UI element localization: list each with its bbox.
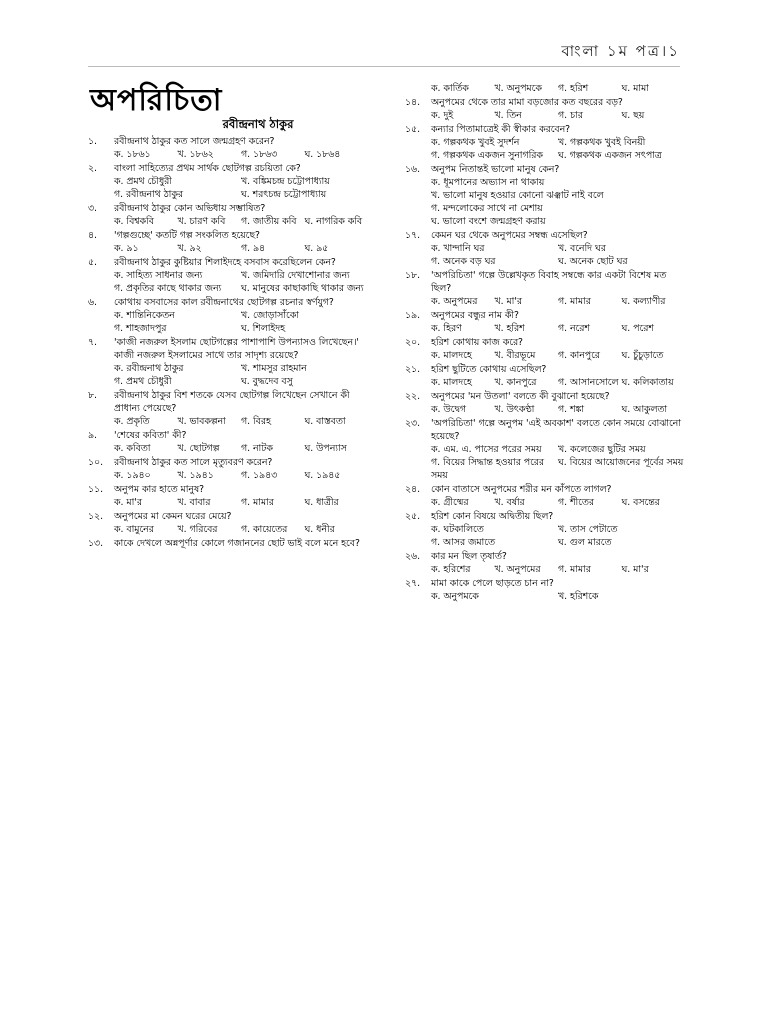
question-item xyxy=(88,510,368,536)
option-item: ক. প্রমথ চৌধুরী xyxy=(114,176,172,187)
question-item xyxy=(405,510,685,549)
options-group xyxy=(405,176,685,228)
option-item: খ. অনুপমকে xyxy=(494,83,542,94)
option-item: গ. মামার xyxy=(241,497,274,508)
question-item xyxy=(88,229,368,255)
question-number: ২৬. xyxy=(405,551,421,562)
option-item: খ. চারণ কবি xyxy=(177,216,226,227)
question-row xyxy=(405,577,685,590)
question-row xyxy=(405,229,685,242)
question-item xyxy=(88,537,368,550)
question-text: 'অপরিচিতা' গল্পে অনুপম 'এই অবকাশ' বলতে কোন সময়ে বোঝানো হয়েছে? xyxy=(431,418,681,442)
options-group xyxy=(405,136,685,162)
header-book-title: বাংলা ১ম পত্র।১ xyxy=(561,42,680,60)
question-text: হরিশ ছুটিতে কোথায় এসেছিল? xyxy=(431,364,547,375)
options-group xyxy=(405,523,685,549)
question-item xyxy=(405,82,685,95)
question-number: ৩. xyxy=(88,203,97,214)
question-item xyxy=(88,456,368,482)
option-item: ক. গল্পকথক খুবই সুদর্শন xyxy=(431,137,520,148)
option-item: ক. মা'র xyxy=(114,497,142,508)
options-group xyxy=(405,403,685,416)
options-group xyxy=(405,563,685,576)
options-group xyxy=(405,82,685,95)
question-row xyxy=(405,96,685,109)
option-item: ঘ. চুঁচুড়াতে xyxy=(621,350,664,361)
option-item: ক. রবীন্দ্রনাথ ঠাকুর xyxy=(114,363,184,374)
question-item xyxy=(405,417,685,482)
option-item: গ. প্রকৃতির কাছে থাকার জন্য xyxy=(114,283,222,294)
options-group xyxy=(88,523,368,536)
option-item: গ. শাহজাদপুর xyxy=(114,323,167,334)
question-row xyxy=(88,389,368,415)
question-item xyxy=(88,296,368,335)
option-item: ঘ. মা'র xyxy=(621,564,649,575)
option-item: গ. নরেশ xyxy=(558,323,590,334)
option-item: খ. কানপুরে xyxy=(494,377,537,388)
question-text: রবীন্দ্রনাথ ঠাকুর বিশ শতকে যেসব ছোটগল্প লিখেছেন সেখানে কী প্রাধান্য পেয়েছে? xyxy=(114,390,350,414)
page-header xyxy=(0,0,768,70)
options-group xyxy=(88,496,368,509)
options-group xyxy=(405,322,685,335)
question-text: রবীন্দ্রনাথ ঠাকুর কোন অভিধায় সম্ভাষিত? xyxy=(114,203,266,214)
option-item: ঘ. বিয়ের আয়োজনের পূর্বের সময় xyxy=(558,457,684,468)
question-number: ২৭. xyxy=(405,578,421,589)
option-item: খ. জমিদারি দেখাশোনার জন্য xyxy=(241,270,350,281)
option-item: গ. আসানসোলে xyxy=(558,377,619,388)
question-row xyxy=(405,550,685,563)
question-item xyxy=(405,577,685,603)
question-number: ২৩. xyxy=(405,418,421,429)
option-item: ঘ. ১৯৪৫ xyxy=(304,470,341,481)
option-item: ঘ. বসন্তের xyxy=(621,497,660,508)
option-item: গ. মামার xyxy=(558,296,591,307)
option-item: গ. মামার xyxy=(558,564,591,575)
options-group xyxy=(88,309,368,335)
option-item: ঘ. কল্যাণীর xyxy=(621,296,666,307)
question-item xyxy=(405,550,685,576)
option-item: ঘ. বুদ্ধদেব বসু xyxy=(241,376,293,387)
option-item: খ. শামসুর রাহমান xyxy=(241,363,307,374)
option-item: খ. জোড়াসাঁকো xyxy=(241,310,299,321)
question-number: ৯. xyxy=(88,430,97,441)
question-number: ১. xyxy=(88,136,97,147)
option-item: ক. ঘটকালিতে xyxy=(431,524,484,535)
question-item xyxy=(405,123,685,162)
question-text: কন্যার পিতামাত্রেই কী স্বীকার করবেন? xyxy=(431,124,571,135)
question-text: হরিশ কোন বিষয়ে অদ্বিতীয় ছিল? xyxy=(431,511,554,522)
question-item xyxy=(405,363,685,389)
option-item: ক. সাহিত্য সাধনার জন্য xyxy=(114,270,203,281)
option-item: খ. বর্ষার xyxy=(494,497,525,508)
option-item: গ. চার xyxy=(558,110,583,121)
options-group xyxy=(88,362,368,388)
option-item: ক. হিরণ xyxy=(431,323,462,334)
question-row xyxy=(405,336,685,349)
question-text: কোন বাতাসে অনুপমের শরীর মন কাঁপতে লাগল? xyxy=(431,484,612,495)
question-row xyxy=(88,336,368,362)
question-row xyxy=(88,483,368,496)
option-item: ঘ. শরৎচন্দ্র চট্টোপাধ্যায় xyxy=(241,189,327,200)
left-column xyxy=(88,82,368,551)
option-item: গ. জাতীয় কবি xyxy=(241,216,297,227)
option-item: খ. হরিশকে xyxy=(558,591,599,602)
option-item: খ. গরিবের xyxy=(177,524,218,535)
option-item: ঘ. ধনীর xyxy=(304,524,335,535)
option-item: খ. হরিশ xyxy=(494,323,525,334)
question-number: ১৭. xyxy=(405,230,421,241)
option-item: গ. শীতের xyxy=(558,497,594,508)
question-text: অনুপম কার হাতে মানুষ? xyxy=(114,484,205,495)
options-group xyxy=(88,415,368,428)
question-row xyxy=(88,429,368,442)
option-item: ঘ. মানুষের কাছাকাছি থাকার জন্য xyxy=(241,283,364,294)
option-item: ক. কবিতা xyxy=(114,443,151,454)
option-item: ঘ. গল্পকথক একজন সৎপাত্র xyxy=(558,150,662,161)
option-item: ঘ. ১৮৬৪ xyxy=(304,149,341,160)
question-number: ২১. xyxy=(405,364,421,375)
options-group xyxy=(405,376,685,389)
question-row xyxy=(88,256,368,269)
options-group xyxy=(88,148,368,161)
option-item: ঘ. কলিকাতায় xyxy=(621,377,674,388)
question-number: ১৯. xyxy=(405,310,421,321)
question-item xyxy=(405,96,685,122)
question-row xyxy=(88,510,368,523)
option-item: ক. অনুপমের xyxy=(431,296,478,307)
options-group xyxy=(405,109,685,122)
option-item: খ. ছোটগল্প xyxy=(177,443,220,454)
question-number: ৬. xyxy=(88,297,97,308)
question-text: অনুপমের 'মন উতলা' বলতে কী বুঝানো হয়েছে? xyxy=(431,391,610,402)
question-text: মামা কাকে পেলে ছাড়তে চান না? xyxy=(431,578,554,589)
question-text: রবীন্দ্রনাথ ঠাকুর কত সালে মৃত্যুবরণ করেন? xyxy=(114,457,273,468)
left-question-list xyxy=(88,135,368,550)
question-item xyxy=(88,389,368,428)
question-number: ১২. xyxy=(88,511,104,522)
option-item: খ. বনেদি ঘর xyxy=(558,243,606,254)
question-text: কোথায় বসবাসের কাল রবীন্দ্রনাথের ছোটগল্প রচনার স্বর্ণযুগ? xyxy=(114,297,334,308)
header-divider xyxy=(88,66,680,67)
option-item: খ. ভালো মানুষ হওয়ার কোনো ঝঞ্ঝাট নাই বলে xyxy=(431,190,604,201)
question-number: ২২. xyxy=(405,391,421,402)
question-number: ৮. xyxy=(88,390,97,401)
question-row xyxy=(405,363,685,376)
question-item xyxy=(405,163,685,228)
question-number: ২৪. xyxy=(405,484,421,495)
question-number: ১৬. xyxy=(405,164,421,175)
right-column xyxy=(405,82,685,604)
question-number: ১৩. xyxy=(88,538,104,549)
option-item: গ. নাটক xyxy=(241,443,273,454)
option-item: ক. ৯১ xyxy=(114,243,139,254)
question-number: ৭. xyxy=(88,337,97,348)
option-item: ঘ. উপন্যাস xyxy=(304,443,347,454)
option-item: ক. বিশ্বকবি xyxy=(114,216,154,227)
option-item: ক. অনুপমকে xyxy=(431,591,479,602)
question-text: অনুপম নিতান্তই ভালো মানুষ কেন? xyxy=(431,164,560,175)
chapter-title: অপরিচিতা xyxy=(90,83,223,118)
option-item: ঘ. বাস্তবতা xyxy=(304,416,346,427)
question-row xyxy=(405,390,685,403)
options-group xyxy=(405,496,685,509)
options-group xyxy=(88,175,368,201)
option-item: ঘ. পরেশ xyxy=(621,323,654,334)
option-item: ঘ. মামা xyxy=(621,83,649,94)
question-row xyxy=(405,510,685,523)
option-item: খ. অনুপমের xyxy=(494,564,541,575)
option-item: ক. গ্রীষ্মের xyxy=(431,497,469,508)
question-row xyxy=(88,296,368,309)
question-number: ৫. xyxy=(88,257,97,268)
question-text: বাংলা সাহিত্যের প্রথম সার্থক ছোটগল্প রচয়িতা কে? xyxy=(114,163,301,174)
option-item: খ. ১৮৬২ xyxy=(177,149,214,160)
option-item: ক. এম. এ. পাসের পরের সময় xyxy=(431,444,542,455)
question-row xyxy=(88,135,368,148)
option-item: খ. ১৯৪১ xyxy=(177,470,214,481)
question-number: ২০. xyxy=(405,337,421,348)
option-item: গ. মন্দলোকের সাথে না মেশায় xyxy=(431,203,543,214)
question-row xyxy=(405,309,685,322)
options-group xyxy=(88,442,368,455)
option-item: খ. ৯২ xyxy=(177,243,202,254)
option-item: ক. বামুনের xyxy=(114,524,154,535)
question-item xyxy=(88,256,368,295)
right-question-list xyxy=(405,82,685,603)
question-row xyxy=(405,483,685,496)
option-item: গ. অনেক বড় ঘর xyxy=(431,256,496,267)
question-number: ২৫. xyxy=(405,511,421,522)
option-item: গ. রবীন্দ্রনাথ ঠাকুর xyxy=(114,189,183,200)
option-item: ঘ. শিলাইদহ xyxy=(241,323,286,334)
options-group xyxy=(88,242,368,255)
options-group xyxy=(88,269,368,295)
option-item: ক. খান্দানি ঘর xyxy=(431,243,485,254)
option-item: ক. প্রকৃতি xyxy=(114,416,150,427)
question-row xyxy=(88,202,368,215)
option-item: খ. বাবার xyxy=(177,497,211,508)
question-item xyxy=(405,336,685,362)
question-item xyxy=(405,229,685,268)
option-item: ক. উদ্বেগ xyxy=(431,404,467,415)
option-item: গ. গল্পকথক একজন সুনাগরিক xyxy=(431,150,543,161)
option-item: গ. আসর জমাতে xyxy=(431,537,495,548)
option-item: গ. ১৯৪৩ xyxy=(241,470,278,481)
question-text: 'শেষের কবিতা' কী? xyxy=(114,430,187,441)
option-item: খ. তাস পেটাতে xyxy=(558,524,618,535)
option-item: গ. কায়েতের xyxy=(241,524,288,535)
option-item: গ. প্রমথ চৌধুরী xyxy=(114,376,172,387)
option-item: ক. মালদহে xyxy=(431,350,472,361)
question-item xyxy=(405,483,685,509)
question-row xyxy=(405,163,685,176)
question-text: কাকে দেখলে অন্নপূর্ণার কোলে গজাননের ছোট ভাই বলে মনে হবে? xyxy=(114,538,360,549)
option-item: খ. উৎকণ্ঠা xyxy=(494,404,535,415)
option-item: ক. ১৯৪০ xyxy=(114,470,151,481)
option-item: ঘ. আকুলতা xyxy=(621,404,668,415)
question-number: ২. xyxy=(88,163,97,174)
option-item: ঘ. ধাত্রীর xyxy=(304,497,339,508)
question-item xyxy=(88,336,368,388)
options-group xyxy=(405,242,685,268)
options-group xyxy=(88,215,368,228)
question-number: ১৫. xyxy=(405,124,421,135)
options-group xyxy=(405,349,685,362)
option-item: খ. তিন xyxy=(494,110,522,121)
question-text: কেমন ঘর থেকে অনুপমের সম্বন্ধ এসেছিল? xyxy=(431,230,588,241)
option-item: গ. শঙ্কা xyxy=(558,404,585,415)
question-row xyxy=(88,162,368,175)
question-number: ১০. xyxy=(88,457,104,468)
option-item: গ. ৯৪ xyxy=(241,243,266,254)
option-item: খ. গল্পকথক খুবই বিনয়ী xyxy=(558,137,646,148)
question-text: রবীন্দ্রনাথ ঠাকুর কত সালে জন্মগ্রহণ করেন? xyxy=(114,136,275,147)
question-row xyxy=(88,456,368,469)
question-text: 'অপরিচিতা' গল্পে উল্লেখকৃত বিবাহ সম্বন্ধে কার একটা বিশেষ মত ছিল? xyxy=(431,270,667,294)
question-text: অনুপমের মা কেমন ঘরের মেয়ে? xyxy=(114,511,232,522)
question-item xyxy=(405,309,685,335)
question-item xyxy=(88,202,368,228)
option-item: ঘ. ছয় xyxy=(621,110,645,121)
question-text: হরিশ কোথায় কাজ করে? xyxy=(431,337,523,348)
option-item: ক. মালদহে xyxy=(431,377,472,388)
option-item: ঘ. ভালো বংশে জন্মগ্রহণ করায় xyxy=(431,216,546,227)
option-item: গ. বিরহ xyxy=(241,416,271,427)
option-item: ক. শান্তিনিকেতন xyxy=(114,310,175,321)
option-item: খ. মা'র xyxy=(494,296,523,307)
question-row xyxy=(88,229,368,242)
question-text: কার মন ছিল তৃষার্ত? xyxy=(431,551,507,562)
options-group xyxy=(405,443,685,482)
option-item: ক. ১৮৬১ xyxy=(114,149,151,160)
question-row xyxy=(88,537,368,550)
option-item: ক. ধূমপানের অভ্যাস না থাকায় xyxy=(431,177,545,188)
question-row xyxy=(405,417,685,443)
question-number: ৪. xyxy=(88,230,97,241)
question-item xyxy=(88,162,368,201)
question-item xyxy=(405,390,685,416)
option-item: গ. কানপুরে xyxy=(558,350,600,361)
option-item: গ. বিয়ের সিদ্ধান্ত হওয়ার পরের সময় xyxy=(431,457,545,481)
author-name: রবীন্দ্রনাথ ঠাকুর xyxy=(222,117,294,131)
option-item: খ. বঙ্কিমচন্দ্র চট্টোপাধ্যায় xyxy=(241,176,330,187)
question-text: অনুপমের থেকে তার মামা বড়জোর কত বছরের বড়? xyxy=(431,97,623,108)
option-item: ঘ. অনেক ছোট ঘর xyxy=(558,256,628,267)
question-item xyxy=(88,429,368,455)
question-item xyxy=(88,483,368,509)
options-group xyxy=(405,590,685,603)
question-number: ১৪. xyxy=(405,97,421,108)
option-item: ঘ. নাগরিক কবি xyxy=(304,216,363,227)
question-row xyxy=(405,269,685,295)
question-text: রবীন্দ্রনাথ ঠাকুর কুষ্টিয়ার শিলাইদহে বসবাস করেছিলেন কেন? xyxy=(114,257,336,268)
question-number: ১৮. xyxy=(405,270,421,281)
question-row xyxy=(405,123,685,136)
option-item: ক. হরিশের xyxy=(431,564,471,575)
option-item: খ. ভাবকল্পনা xyxy=(177,416,226,427)
option-item: খ. বীরভূমে xyxy=(494,350,536,361)
option-item: গ. ১৮৬৩ xyxy=(241,149,278,160)
question-item xyxy=(88,135,368,161)
option-item: খ. কলেজের ছুটির সময় xyxy=(558,444,646,455)
question-text: 'গল্পগুচ্ছে' কতটি গল্প সংকলিত হয়েছে? xyxy=(114,230,260,241)
options-group xyxy=(405,295,685,308)
options-group xyxy=(88,469,368,482)
question-number: ১১. xyxy=(88,484,104,495)
option-item: ঘ. গুল মারতে xyxy=(558,537,612,548)
option-item: ক. কার্তিক xyxy=(431,83,469,94)
option-item: ঘ. ৯৫ xyxy=(304,243,329,254)
question-text: 'কাজী নজরুল ইসলাম ছোটগল্পের পাশাপাশি উপন্যাসও লিখেছেন।' কাজী নজরুল ইসলামের সাথে তার সাদৃশ্য রয়েছে? xyxy=(114,337,359,361)
option-item: ক. দুই xyxy=(431,110,454,121)
question-text: অনুপমের বন্ধুর নাম কী? xyxy=(431,310,519,321)
question-item xyxy=(405,269,685,308)
option-item: গ. হরিশ xyxy=(558,83,589,94)
